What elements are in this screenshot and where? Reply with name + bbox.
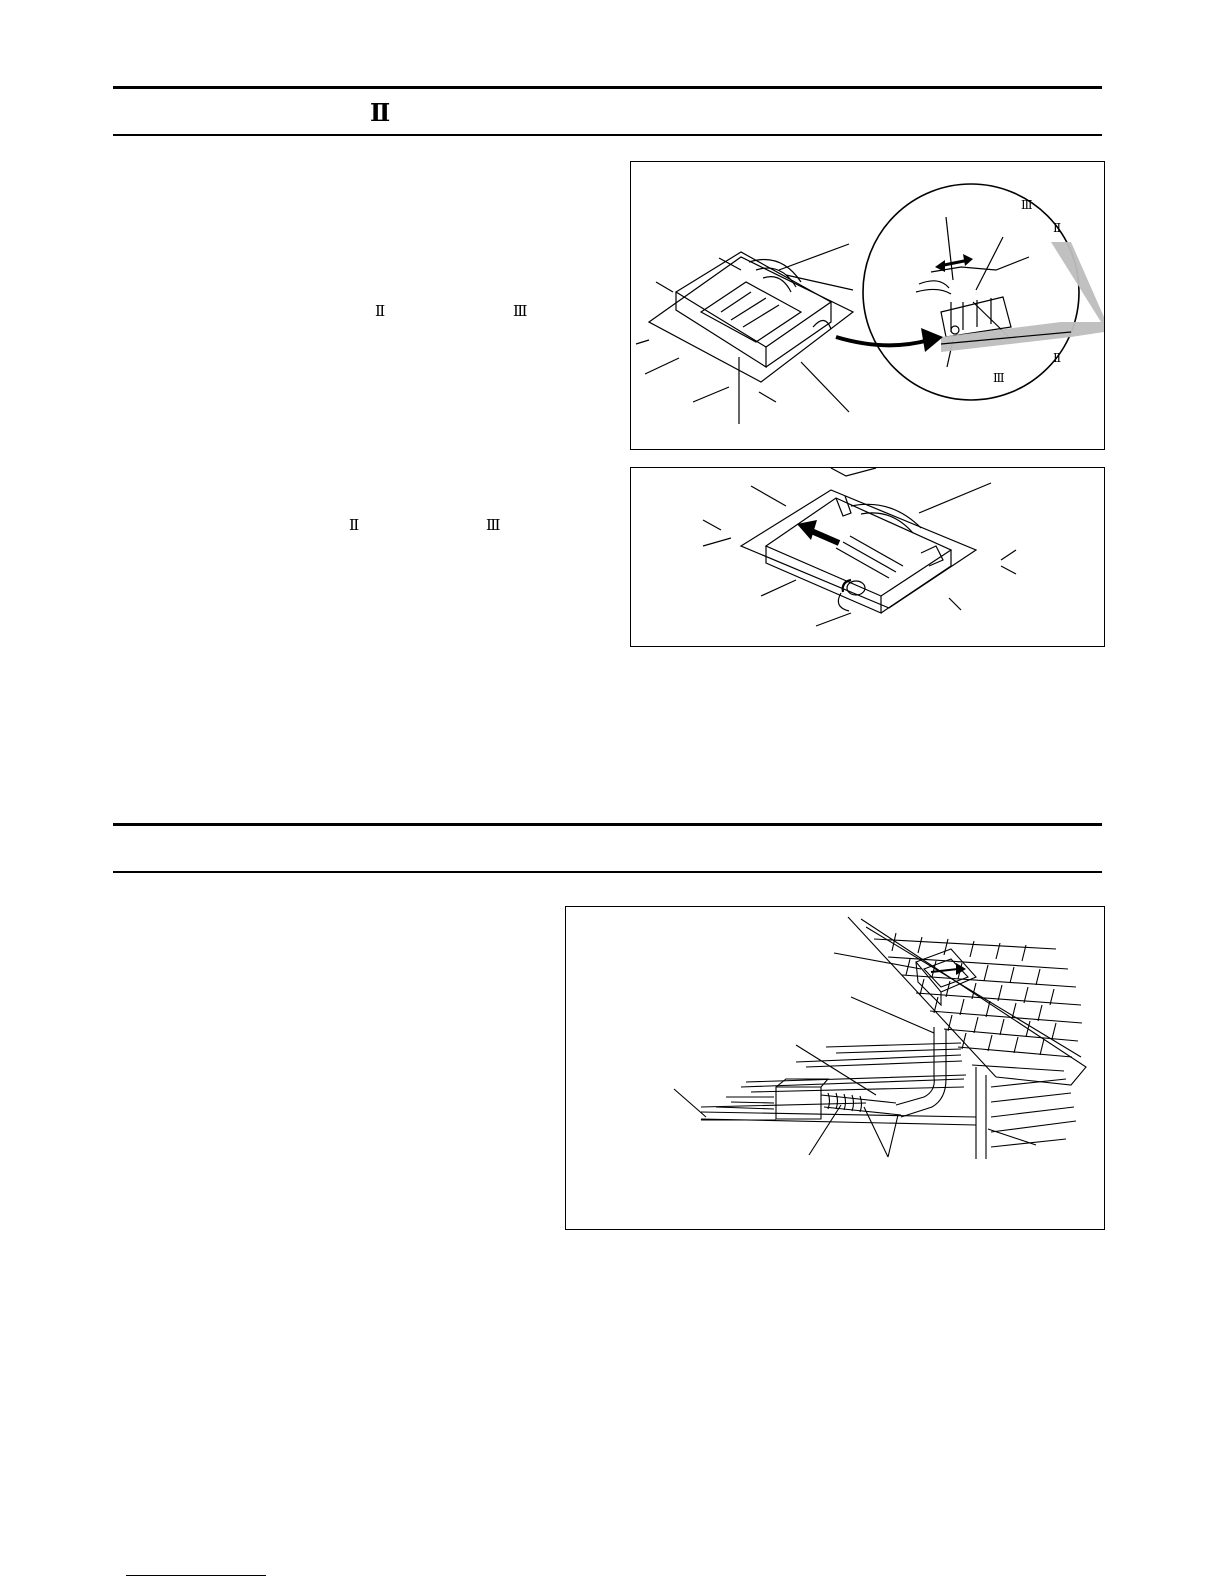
fig1-numeral-iii-bottom: Ⅲ bbox=[993, 371, 1005, 385]
section2-bottom-rule bbox=[113, 871, 1102, 873]
figure-lamp-replacement bbox=[630, 467, 1105, 647]
section1-header-numeral: Ⅱ bbox=[370, 98, 391, 127]
section2-top-rule bbox=[113, 823, 1102, 826]
figure-lamp-replacement-drawing bbox=[631, 468, 1104, 646]
fig1-numeral-ii-top: Ⅱ bbox=[1053, 221, 1062, 235]
figure-roof-duct-installation bbox=[565, 906, 1105, 1230]
fig1-numeral-iii-top: Ⅲ bbox=[1021, 198, 1033, 212]
section1-bottom-rule bbox=[113, 134, 1102, 136]
body-numeral-ii-2: Ⅱ bbox=[349, 516, 360, 534]
body-numeral-iii-1: Ⅲ bbox=[513, 302, 528, 320]
figure-roof-duct-drawing bbox=[566, 907, 1104, 1229]
figure-connector-detail-drawing bbox=[631, 162, 1104, 449]
body-numeral-ii-1: Ⅱ bbox=[375, 302, 386, 320]
section1-top-rule bbox=[113, 86, 1102, 89]
fig1-numeral-ii-bottom: Ⅱ bbox=[1053, 351, 1062, 365]
figure-connector-detail bbox=[630, 161, 1105, 450]
body-numeral-iii-2: Ⅲ bbox=[486, 516, 501, 534]
footer-rule bbox=[126, 1575, 266, 1576]
